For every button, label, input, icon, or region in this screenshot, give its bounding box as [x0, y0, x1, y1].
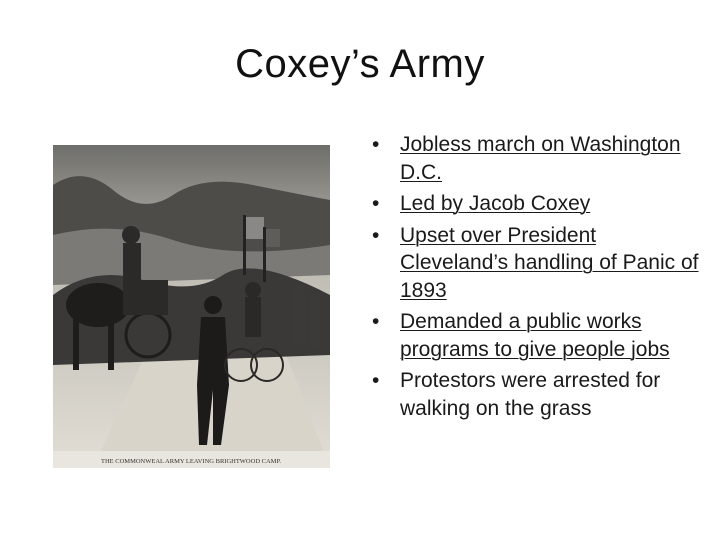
- bullet-text: Led by Jacob Coxey: [400, 192, 591, 215]
- bullet-icon: •: [372, 223, 380, 247]
- bullet-text: Jobless march on Washington D.C.: [400, 133, 681, 184]
- bullet-text: Protestors were arrested for walking on the grass: [400, 369, 661, 420]
- photo-caption: THE COMMONWEAL ARMY LEAVING BRIGHTWOOD CAMP.: [101, 458, 281, 465]
- march-photo-illustration: [53, 145, 330, 468]
- bullet-icon: •: [372, 310, 380, 333]
- bullet-item: [370, 190, 705, 218]
- bullet-text: Demanded a public works programs to give people jobs: [400, 310, 670, 361]
- bullet-icon: •: [372, 133, 380, 156]
- bullet-item: [370, 222, 705, 305]
- bullet-icon: •: [372, 369, 380, 392]
- bullet-icon: •: [372, 192, 380, 215]
- bullet-item: [370, 367, 705, 422]
- bullet-text: Upset over President Cleveland’s handling of Panic of 1893: [400, 223, 699, 302]
- historical-photo: [53, 145, 330, 468]
- bullet-item: [370, 308, 705, 363]
- slide-title: Coxey’s Army: [235, 42, 485, 86]
- bullet-list: [370, 131, 705, 426]
- bullet-item: [370, 131, 705, 186]
